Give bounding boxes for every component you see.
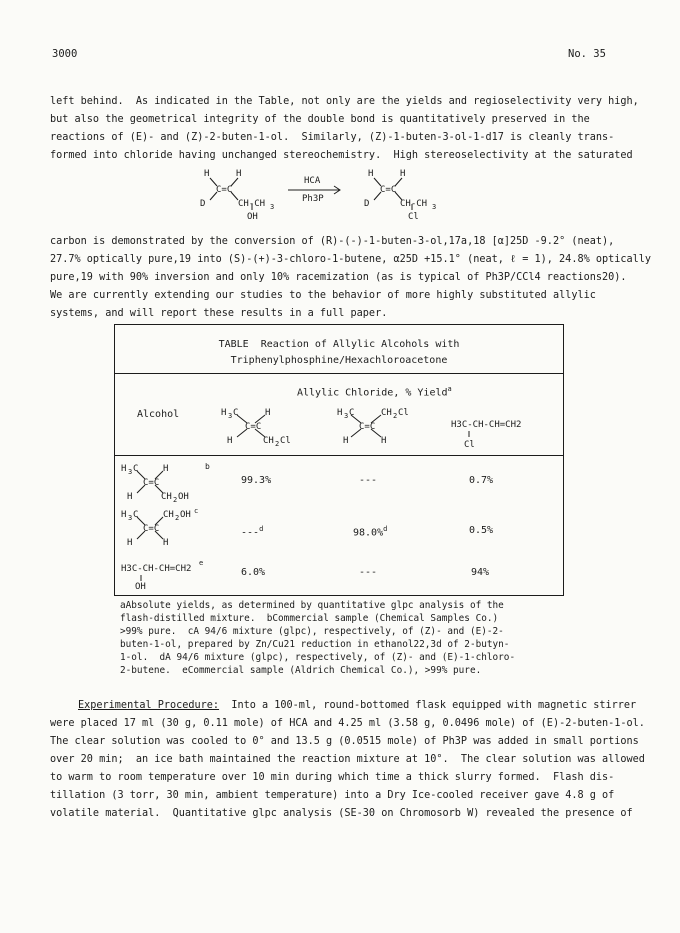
text-line: tillation (3 torr, 30 min, ambient temperature) into a Dry Ice-cooled receiver gave 4.8 g of [50, 790, 615, 801]
svg-text:H: H [121, 464, 127, 474]
text-line: carbon is demonstrated by the conversion of (R)-(-)-1-buten-3-ol,17a,18 [α]25D -9.2° (neat), [50, 236, 615, 247]
footnote-line: 1-ol. dA 94/6 mixture (glpc), respectively, of (Z)- and (E)-1-chloro- [120, 652, 516, 663]
svg-text:C: C [349, 408, 355, 418]
alcohol-structure-2 [119, 507, 229, 551]
yield-cell: 94% [471, 567, 490, 578]
svg-text:Cl: Cl [280, 436, 291, 446]
svg-text:3: 3 [128, 468, 133, 476]
footnote-line: >99% pure. cA 94/6 mixture (glpc), respectively, of (Z)- and (E)-2- [120, 626, 504, 637]
svg-text:H: H [343, 436, 349, 446]
footnote-line: aAbsolute yields, as determined by quantitative glpc analysis of the [120, 600, 504, 611]
yield-cell: --- [359, 567, 378, 578]
yield-cell: 6.0% [241, 567, 266, 578]
svg-text:C=C: C=C [359, 422, 376, 432]
text-line: but also the geometrical integrity of the double bond is quantitatively preserved in the [50, 114, 590, 125]
right-substituent: Cl [408, 212, 419, 222]
yield-group-header: Allylic Chloride, % Yield$^a$ [297, 385, 452, 399]
text-line: reactions of (E)- and (Z)-2-buten-1-ol. Similarly, (Z)-1-buten-3-ol-1-d17 is cleanly trans- [50, 132, 615, 143]
svg-text:3: 3 [270, 203, 275, 211]
yield-cell: 99.3% [241, 475, 272, 486]
reagent-top: HCA [304, 176, 321, 186]
experimental-heading: Experimental Procedure: [78, 700, 220, 711]
svg-text:OH: OH [135, 582, 146, 592]
text-line: systems, and will report these results in a full paper. [50, 308, 388, 319]
yield-cell: 0.7% [469, 475, 494, 486]
footnote-line: 2-butene. eCommercial sample (Aldrich Chemical Co.), >99% pure. [120, 665, 482, 676]
svg-text:H: H [265, 408, 271, 418]
svg-text:OH: OH [180, 510, 191, 520]
svg-text:C: C [133, 464, 139, 474]
col3-sub: Cl [464, 440, 475, 449]
text-line: were placed 17 ml (30 g, 0.11 mole) of HCA and 4.25 ml (3.58 g, 0.0496 mole) of (E)-2-buten-1-ol. [50, 718, 645, 729]
page-number: 3000 [52, 48, 78, 60]
svg-text:H: H [400, 169, 406, 179]
svg-text:H: H [163, 464, 169, 474]
svg-text:C=C: C=C [143, 524, 160, 534]
text-line: volatile material. Quantitative glpc analysis (SE-30 on Chromosorb W) revealed the presence of [50, 808, 633, 819]
text-line: The clear solution was cooled to 0° and 13.5 g (0.0515 mole) of Ph3P was added in small portions [50, 736, 639, 747]
svg-text:D: D [364, 199, 370, 209]
svg-text:H: H [204, 169, 210, 179]
svg-text:H: H [121, 510, 127, 520]
yield-cell: 98.0%$^d$ [353, 525, 388, 539]
footnote-line: flash-distilled mixture. bCommercial sample (Chemical Samples Co.) [120, 613, 499, 624]
experimental-first-line: Experimental Procedure: Into a 100-ml, round-bottomed flask equipped with magnetic stirrer [78, 700, 637, 711]
footnote-line: buten-1-ol, prepared by Zn/Cu21 reduction in ethanol22,3d of 2-butyn- [120, 639, 510, 650]
svg-text:3: 3 [432, 203, 437, 211]
svg-text:H: H [127, 538, 133, 548]
svg-text:H: H [381, 436, 387, 446]
svg-text:H: H [337, 408, 343, 418]
svg-text:CH: CH [163, 510, 174, 520]
svg-text:H: H [221, 408, 227, 418]
text-line: left behind. As indicated in the Table, not only are the yields and regioselectivity very high, [50, 96, 639, 107]
svg-text:2: 2 [393, 412, 398, 420]
svg-text:2: 2 [175, 514, 180, 522]
text-line: over 20 min; an ice bath maintained the reaction mixture at 10°. The clear solution was allowed [50, 754, 645, 765]
text-line: formed into chloride having unchanged stereochemistry. High stereoselectivity at the saturated [50, 150, 633, 161]
yield-table [114, 324, 564, 596]
column-structures [219, 403, 559, 449]
svg-text:3: 3 [228, 412, 233, 420]
svg-text:2: 2 [173, 496, 178, 504]
svg-text:C=C: C=C [216, 185, 233, 195]
alcohol-header: Alcohol [137, 409, 180, 420]
svg-text:C: C [233, 408, 239, 418]
svg-text:C=C: C=C [380, 185, 397, 195]
row-note: c [194, 507, 199, 515]
svg-text:H: H [163, 538, 169, 548]
svg-text:H: H [127, 492, 133, 502]
yield-cell: --- [359, 475, 378, 486]
svg-text:CH-CH: CH-CH [400, 199, 428, 209]
alcohol-structure-1 [119, 461, 229, 505]
table-title-2: Triphenylphosphine/Hexachloroacetone [230, 355, 448, 366]
row-note: e [199, 559, 204, 567]
svg-text:CH-CH: CH-CH [238, 199, 266, 209]
svg-text:H: H [368, 169, 374, 179]
svg-text:CH: CH [161, 492, 172, 502]
left-substituent: OH [247, 212, 258, 222]
divider [115, 373, 563, 374]
svg-text:CH: CH [263, 436, 274, 446]
svg-text:H3C-CH-CH=CH2: H3C-CH-CH=CH2 [121, 564, 192, 574]
table-title-1: TABLE Reaction of Allylic Alcohols with [218, 339, 460, 350]
divider [115, 455, 563, 456]
svg-text:C=C: C=C [143, 478, 160, 488]
reagent-bottom: Ph3P [302, 194, 324, 204]
svg-text:Cl: Cl [398, 408, 409, 418]
reaction-scheme [190, 164, 490, 224]
svg-text:C: C [133, 510, 139, 520]
svg-text:3: 3 [344, 412, 349, 420]
yield-cell: 0.5% [469, 525, 494, 536]
text-line: We are currently extending our studies to the behavior of more highly substituted allylic [50, 290, 596, 301]
svg-text:D: D [200, 199, 206, 209]
alcohol-structure-3 [119, 557, 229, 593]
svg-text:H: H [236, 169, 242, 179]
svg-text:2: 2 [275, 440, 280, 448]
row-note: b [205, 462, 210, 471]
col3-label: H3C-CH-CH=CH2 [451, 420, 522, 430]
text-line: pure,19 with 90% inversion and only 10% racemization (as is typical of Ph3P/CCl4 reactions20). [50, 272, 627, 283]
svg-text:CH: CH [381, 408, 392, 418]
yield-cell: ---$^d$ [241, 525, 264, 539]
text-line: 27.7% optically pure,19 into (S)-(+)-3-chloro-1-butene, α25D +15.1° (neat, ℓ = 1), 24.8% optically [50, 254, 652, 265]
svg-text:C=C: C=C [245, 422, 262, 432]
journal-issue: No. 35 [568, 48, 606, 60]
text-line: to warm to room temperature over 10 min during which time a thick slurry formed. Flash dis- [50, 772, 615, 783]
svg-text:3: 3 [128, 514, 133, 522]
svg-text:H: H [227, 436, 233, 446]
svg-text:OH: OH [178, 492, 189, 502]
